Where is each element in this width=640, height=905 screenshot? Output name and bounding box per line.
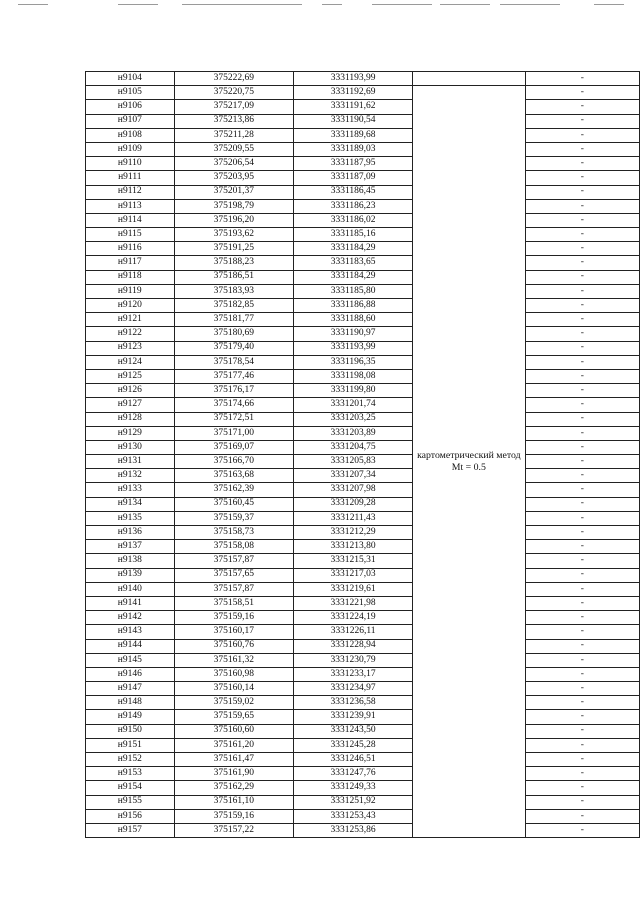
x-coordinate-cell: 375160,60 [174,724,294,738]
accuracy-cell: - [525,469,639,483]
table-row [86,540,640,554]
point-id-cell: н9121 [86,313,175,327]
point-id-cell: н9148 [86,696,175,710]
point-id-cell: н9136 [86,526,175,540]
x-coordinate-cell: 375157,22 [174,823,294,837]
x-coordinate-cell: 375183,93 [174,284,294,298]
y-coordinate-cell: 3331189,03 [294,142,413,156]
point-id-cell: н9153 [86,767,175,781]
y-coordinate-cell: 3331187,95 [294,157,413,171]
x-coordinate-cell: 375180,69 [174,327,294,341]
table-row [86,440,640,454]
y-coordinate-cell: 3331189,68 [294,128,413,142]
y-coordinate-cell: 3331247,76 [294,767,413,781]
table-row [86,696,640,710]
y-coordinate-cell: 3331211,43 [294,511,413,525]
x-coordinate-cell: 375181,77 [174,313,294,327]
x-coordinate-cell: 375158,51 [174,596,294,610]
coordinates-table-body [86,72,640,838]
accuracy-cell: - [525,114,639,128]
y-coordinate-cell: 3331212,29 [294,526,413,540]
x-coordinate-cell: 375182,85 [174,299,294,313]
table-row [86,639,640,653]
y-coordinate-cell: 3331187,09 [294,171,413,185]
point-id-cell: н9125 [86,369,175,383]
accuracy-cell: - [525,369,639,383]
table-row [86,483,640,497]
table-row [86,100,640,114]
accuracy-cell: - [525,157,639,171]
y-coordinate-cell: 3331243,50 [294,724,413,738]
point-id-cell: н9105 [86,86,175,100]
accuracy-cell: - [525,540,639,554]
x-coordinate-cell: 375161,90 [174,767,294,781]
accuracy-cell: - [525,398,639,412]
table-row [86,753,640,767]
accuracy-cell: - [525,667,639,681]
accuracy-cell: - [525,228,639,242]
point-id-cell: н9152 [86,753,175,767]
point-id-cell: н9146 [86,667,175,681]
table-row [86,228,640,242]
point-id-cell: н9108 [86,128,175,142]
point-id-cell: н9112 [86,185,175,199]
table-row [86,781,640,795]
x-coordinate-cell: 375213,86 [174,114,294,128]
y-coordinate-cell: 3331184,29 [294,242,413,256]
point-id-cell: н9126 [86,384,175,398]
x-coordinate-cell: 375177,46 [174,369,294,383]
y-coordinate-cell: 3331186,88 [294,299,413,313]
x-coordinate-cell: 375161,20 [174,738,294,752]
table-row [86,667,640,681]
y-coordinate-cell: 3331205,83 [294,455,413,469]
accuracy-cell: - [525,270,639,284]
x-coordinate-cell: 375166,70 [174,455,294,469]
y-coordinate-cell: 3331192,69 [294,86,413,100]
y-coordinate-cell: 3331191,62 [294,100,413,114]
x-coordinate-cell: 375171,00 [174,426,294,440]
point-id-cell: н9119 [86,284,175,298]
table-row [86,653,640,667]
table-row [86,710,640,724]
table-row [86,86,640,100]
accuracy-cell: - [525,710,639,724]
y-coordinate-cell: 3331186,23 [294,199,413,213]
y-coordinate-cell: 3331199,80 [294,384,413,398]
point-id-cell: н9111 [86,171,175,185]
x-coordinate-cell: 375186,51 [174,270,294,284]
y-coordinate-cell: 3331224,19 [294,611,413,625]
table-row [86,242,640,256]
y-coordinate-cell: 3331245,28 [294,738,413,752]
table-row [86,724,640,738]
y-coordinate-cell: 3331198,08 [294,369,413,383]
point-id-cell: н9157 [86,823,175,837]
table-row [86,469,640,483]
accuracy-cell: - [525,327,639,341]
y-coordinate-cell: 3331234,97 [294,682,413,696]
x-coordinate-cell: 375174,66 [174,398,294,412]
table-row [86,355,640,369]
table-row [86,511,640,525]
table-row [86,554,640,568]
point-id-cell: н9149 [86,710,175,724]
accuracy-cell: - [525,284,639,298]
accuracy-cell: - [525,611,639,625]
y-coordinate-cell: 3331236,58 [294,696,413,710]
accuracy-cell: - [525,86,639,100]
x-coordinate-cell: 375158,73 [174,526,294,540]
x-coordinate-cell: 375161,47 [174,753,294,767]
table-row [86,611,640,625]
accuracy-cell: - [525,696,639,710]
accuracy-cell: - [525,568,639,582]
accuracy-cell: - [525,256,639,270]
point-id-cell: н9135 [86,511,175,525]
accuracy-cell: - [525,299,639,313]
x-coordinate-cell: 375162,29 [174,781,294,795]
point-id-cell: н9107 [86,114,175,128]
y-coordinate-cell: 3331184,29 [294,270,413,284]
point-id-cell: н9147 [86,682,175,696]
point-id-cell: н9116 [86,242,175,256]
point-id-cell: н9120 [86,299,175,313]
x-coordinate-cell: 375222,69 [174,72,294,86]
accuracy-cell: - [525,426,639,440]
x-coordinate-cell: 375217,09 [174,100,294,114]
x-coordinate-cell: 375160,17 [174,625,294,639]
point-id-cell: н9109 [86,142,175,156]
x-coordinate-cell: 375159,02 [174,696,294,710]
accuracy-cell: - [525,100,639,114]
point-id-cell: н9141 [86,596,175,610]
x-coordinate-cell: 375191,25 [174,242,294,256]
y-coordinate-cell: 3331251,92 [294,795,413,809]
point-id-cell: н9139 [86,568,175,582]
point-id-cell: н9104 [86,72,175,86]
y-coordinate-cell: 3331219,61 [294,582,413,596]
x-coordinate-cell: 375157,65 [174,568,294,582]
table-row [86,596,640,610]
table-row [86,313,640,327]
y-coordinate-cell: 3331207,34 [294,469,413,483]
x-coordinate-cell: 375193,62 [174,228,294,242]
y-coordinate-cell: 3331196,35 [294,355,413,369]
table-row [86,497,640,511]
table-row [86,128,640,142]
x-coordinate-cell: 375163,68 [174,469,294,483]
accuracy-cell: - [525,781,639,795]
y-coordinate-cell: 3331253,43 [294,809,413,823]
y-coordinate-cell: 3331185,80 [294,284,413,298]
point-id-cell: н9138 [86,554,175,568]
accuracy-cell: - [525,440,639,454]
point-id-cell: н9142 [86,611,175,625]
y-coordinate-cell: 3331253,86 [294,823,413,837]
x-coordinate-cell: 375160,76 [174,639,294,653]
accuracy-cell: - [525,199,639,213]
accuracy-cell: - [525,341,639,355]
table-row [86,412,640,426]
y-coordinate-cell: 3331193,99 [294,341,413,355]
point-id-cell: н9156 [86,809,175,823]
table-row [86,213,640,227]
x-coordinate-cell: 375157,87 [174,554,294,568]
y-coordinate-cell: 3331183,65 [294,256,413,270]
x-coordinate-cell: 375196,20 [174,213,294,227]
y-coordinate-cell: 3331249,33 [294,781,413,795]
accuracy-cell: - [525,639,639,653]
y-coordinate-cell: 3331215,31 [294,554,413,568]
point-id-cell: н9151 [86,738,175,752]
x-coordinate-cell: 375162,39 [174,483,294,497]
x-coordinate-cell: 375160,14 [174,682,294,696]
accuracy-cell: - [525,682,639,696]
y-coordinate-cell: 3331213,80 [294,540,413,554]
table-row [86,341,640,355]
accuracy-cell: - [525,72,639,86]
accuracy-cell: - [525,625,639,639]
accuracy-cell: - [525,185,639,199]
accuracy-cell: - [525,384,639,398]
y-coordinate-cell: 3331207,98 [294,483,413,497]
y-coordinate-cell: 3331203,89 [294,426,413,440]
point-id-cell: н9122 [86,327,175,341]
y-coordinate-cell: 3331228,94 [294,639,413,653]
accuracy-cell: - [525,242,639,256]
accuracy-cell: - [525,795,639,809]
y-coordinate-cell: 3331233,17 [294,667,413,681]
accuracy-cell: - [525,171,639,185]
y-coordinate-cell: 3331204,75 [294,440,413,454]
point-id-cell: н9106 [86,100,175,114]
point-id-cell: н9154 [86,781,175,795]
y-coordinate-cell: 3331188,60 [294,313,413,327]
table-row [86,582,640,596]
accuracy-cell: - [525,511,639,525]
table-row [86,256,640,270]
x-coordinate-cell: 375159,65 [174,710,294,724]
point-id-cell: н9128 [86,412,175,426]
table-row [86,114,640,128]
table-row [86,384,640,398]
accuracy-cell: - [525,823,639,837]
y-coordinate-cell: 3331221,98 [294,596,413,610]
table-row [86,142,640,156]
y-coordinate-cell: 3331217,03 [294,568,413,582]
point-id-cell: н9143 [86,625,175,639]
x-coordinate-cell: 375206,54 [174,157,294,171]
x-coordinate-cell: 375159,16 [174,611,294,625]
point-id-cell: н9114 [86,213,175,227]
x-coordinate-cell: 375203,95 [174,171,294,185]
x-coordinate-cell: 375220,75 [174,86,294,100]
point-id-cell: н9144 [86,639,175,653]
point-id-cell: н9110 [86,157,175,171]
y-coordinate-cell: 3331226,11 [294,625,413,639]
table-row [86,157,640,171]
x-coordinate-cell: 375179,40 [174,341,294,355]
x-coordinate-cell: 375198,79 [174,199,294,213]
accuracy-cell: - [525,596,639,610]
table-row [86,327,640,341]
table-row [86,426,640,440]
y-coordinate-cell: 3331239,91 [294,710,413,724]
x-coordinate-cell: 375201,37 [174,185,294,199]
x-coordinate-cell: 375176,17 [174,384,294,398]
y-coordinate-cell: 3331203,25 [294,412,413,426]
table-row [86,369,640,383]
y-coordinate-cell: 3331209,28 [294,497,413,511]
table-row [86,72,640,86]
table-row [86,398,640,412]
accuracy-cell: - [525,455,639,469]
x-coordinate-cell: 375178,54 [174,355,294,369]
accuracy-cell: - [525,483,639,497]
point-id-cell: н9124 [86,355,175,369]
accuracy-cell: - [525,412,639,426]
y-coordinate-cell: 3331193,99 [294,72,413,86]
point-id-cell: н9129 [86,426,175,440]
accuracy-cell: - [525,313,639,327]
accuracy-cell: - [525,497,639,511]
table-row [86,625,640,639]
table-row [86,284,640,298]
table-row [86,795,640,809]
accuracy-cell: - [525,738,639,752]
accuracy-cell: - [525,355,639,369]
x-coordinate-cell: 375161,10 [174,795,294,809]
y-coordinate-cell: 3331186,02 [294,213,413,227]
table-row [86,171,640,185]
method-cell-empty [413,72,526,86]
x-coordinate-cell: 375160,98 [174,667,294,681]
x-coordinate-cell: 375161,32 [174,653,294,667]
point-id-cell: н9137 [86,540,175,554]
accuracy-cell: - [525,809,639,823]
point-id-cell: н9134 [86,497,175,511]
table-row [86,270,640,284]
x-coordinate-cell: 375157,87 [174,582,294,596]
table-row [86,823,640,837]
y-coordinate-cell: 3331201,74 [294,398,413,412]
point-id-cell: н9123 [86,341,175,355]
y-coordinate-cell: 3331246,51 [294,753,413,767]
table-row [86,526,640,540]
y-coordinate-cell: 3331185,16 [294,228,413,242]
table-row [86,455,640,469]
x-coordinate-cell: 375169,07 [174,440,294,454]
x-coordinate-cell: 375211,28 [174,128,294,142]
coordinates-table [85,71,640,838]
x-coordinate-cell: 375158,08 [174,540,294,554]
method-cell: картометрический метод Mt = 0.5 [413,86,526,838]
point-id-cell: н9118 [86,270,175,284]
x-coordinate-cell: 375188,23 [174,256,294,270]
x-coordinate-cell: 375160,45 [174,497,294,511]
y-coordinate-cell: 3331230,79 [294,653,413,667]
accuracy-cell: - [525,526,639,540]
table-row [86,767,640,781]
table-row [86,682,640,696]
y-coordinate-cell: 3331190,54 [294,114,413,128]
point-id-cell: н9130 [86,440,175,454]
point-id-cell: н9113 [86,199,175,213]
table-row [86,299,640,313]
point-id-cell: н9140 [86,582,175,596]
x-coordinate-cell: 375172,51 [174,412,294,426]
accuracy-cell: - [525,213,639,227]
y-coordinate-cell: 3331186,45 [294,185,413,199]
point-id-cell: н9132 [86,469,175,483]
point-id-cell: н9117 [86,256,175,270]
accuracy-cell: - [525,724,639,738]
accuracy-cell: - [525,767,639,781]
table-row [86,809,640,823]
scan-artifact-line [0,4,640,8]
accuracy-cell: - [525,554,639,568]
point-id-cell: н9115 [86,228,175,242]
point-id-cell: н9150 [86,724,175,738]
accuracy-cell: - [525,142,639,156]
accuracy-cell: - [525,582,639,596]
accuracy-cell: - [525,753,639,767]
x-coordinate-cell: 375159,37 [174,511,294,525]
table-row [86,199,640,213]
accuracy-cell: - [525,653,639,667]
table-row [86,738,640,752]
x-coordinate-cell: 375159,16 [174,809,294,823]
point-id-cell: н9145 [86,653,175,667]
accuracy-cell: - [525,128,639,142]
x-coordinate-cell: 375209,55 [174,142,294,156]
y-coordinate-cell: 3331190,97 [294,327,413,341]
point-id-cell: н9127 [86,398,175,412]
point-id-cell: н9133 [86,483,175,497]
point-id-cell: н9131 [86,455,175,469]
point-id-cell: н9155 [86,795,175,809]
table-row [86,568,640,582]
table-row [86,185,640,199]
